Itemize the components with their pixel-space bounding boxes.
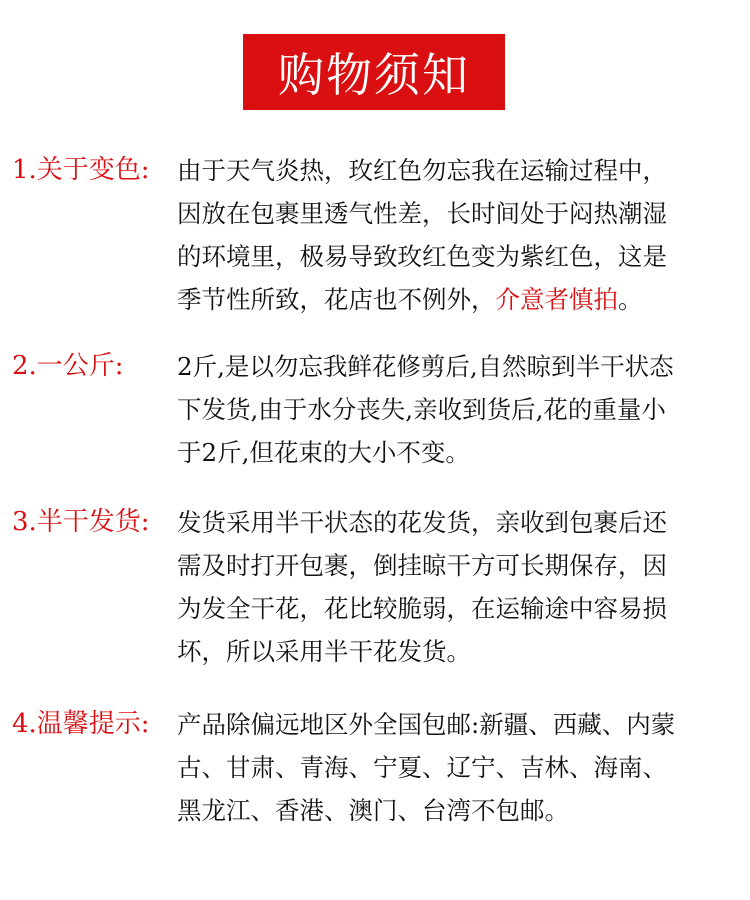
content-line: 的环境里，极易导致玫红色变为紫红色，这是 [177, 242, 667, 271]
content-line: 2斤,是以勿忘我鲜花修剪后,自然晾到半干状态 [177, 352, 674, 381]
content-line: 因放在包裹里透气性差，长时间处于闷热潮湿 [177, 199, 667, 228]
section-tips [12, 703, 740, 832]
section-label: 2.一公斤: [12, 351, 124, 381]
warning-highlight: 介意者慎拍 [495, 285, 618, 314]
section-label: 1.关于变色: [12, 155, 150, 185]
section-content [177, 703, 740, 832]
content-line: 下发货,由于水分丧失,亲收到货后,花的重量小 [177, 395, 666, 424]
content-line: 产品除偏远地区外全国包邮:新疆、西藏、内蒙 [177, 710, 676, 739]
content-line: 由于天气炎热，玫红色勿忘我在运输过程中， [177, 156, 667, 185]
content-line: 黑龙江、香港、澳门、台湾不包邮。 [177, 796, 569, 825]
section-content [177, 149, 740, 321]
content-line: 需及时打开包裹，倒挂晾干方可长期保存，因 [177, 551, 667, 580]
content-text: 季节性所致，花店也不例外， [177, 285, 496, 314]
section-color-change [12, 149, 740, 321]
content-text: 。 [618, 285, 643, 314]
content-line-last [177, 278, 740, 321]
content-line: 坏，所以采用半干花发货。 [177, 637, 471, 666]
section-weight [12, 345, 740, 474]
content-line: 为发全干花，花比较脆弱，在运输途中容易损 [177, 594, 667, 623]
section-label: 4.温馨提示: [12, 709, 150, 739]
page-title: 购物须知 [278, 48, 470, 102]
section-semi-dry-shipping [12, 501, 740, 673]
section-content [177, 345, 740, 474]
content-line: 于2斤,但花束的大小不变。 [177, 438, 470, 467]
content-line: 古、甘肃、青海、宁夏、辽宁、吉林、海南、 [177, 753, 667, 782]
section-label: 3.半干发货: [12, 507, 150, 537]
page-title-banner [243, 34, 505, 110]
section-content [177, 501, 740, 673]
content-line: 发货采用半干状态的花发货，亲收到包裹后还 [177, 508, 667, 537]
